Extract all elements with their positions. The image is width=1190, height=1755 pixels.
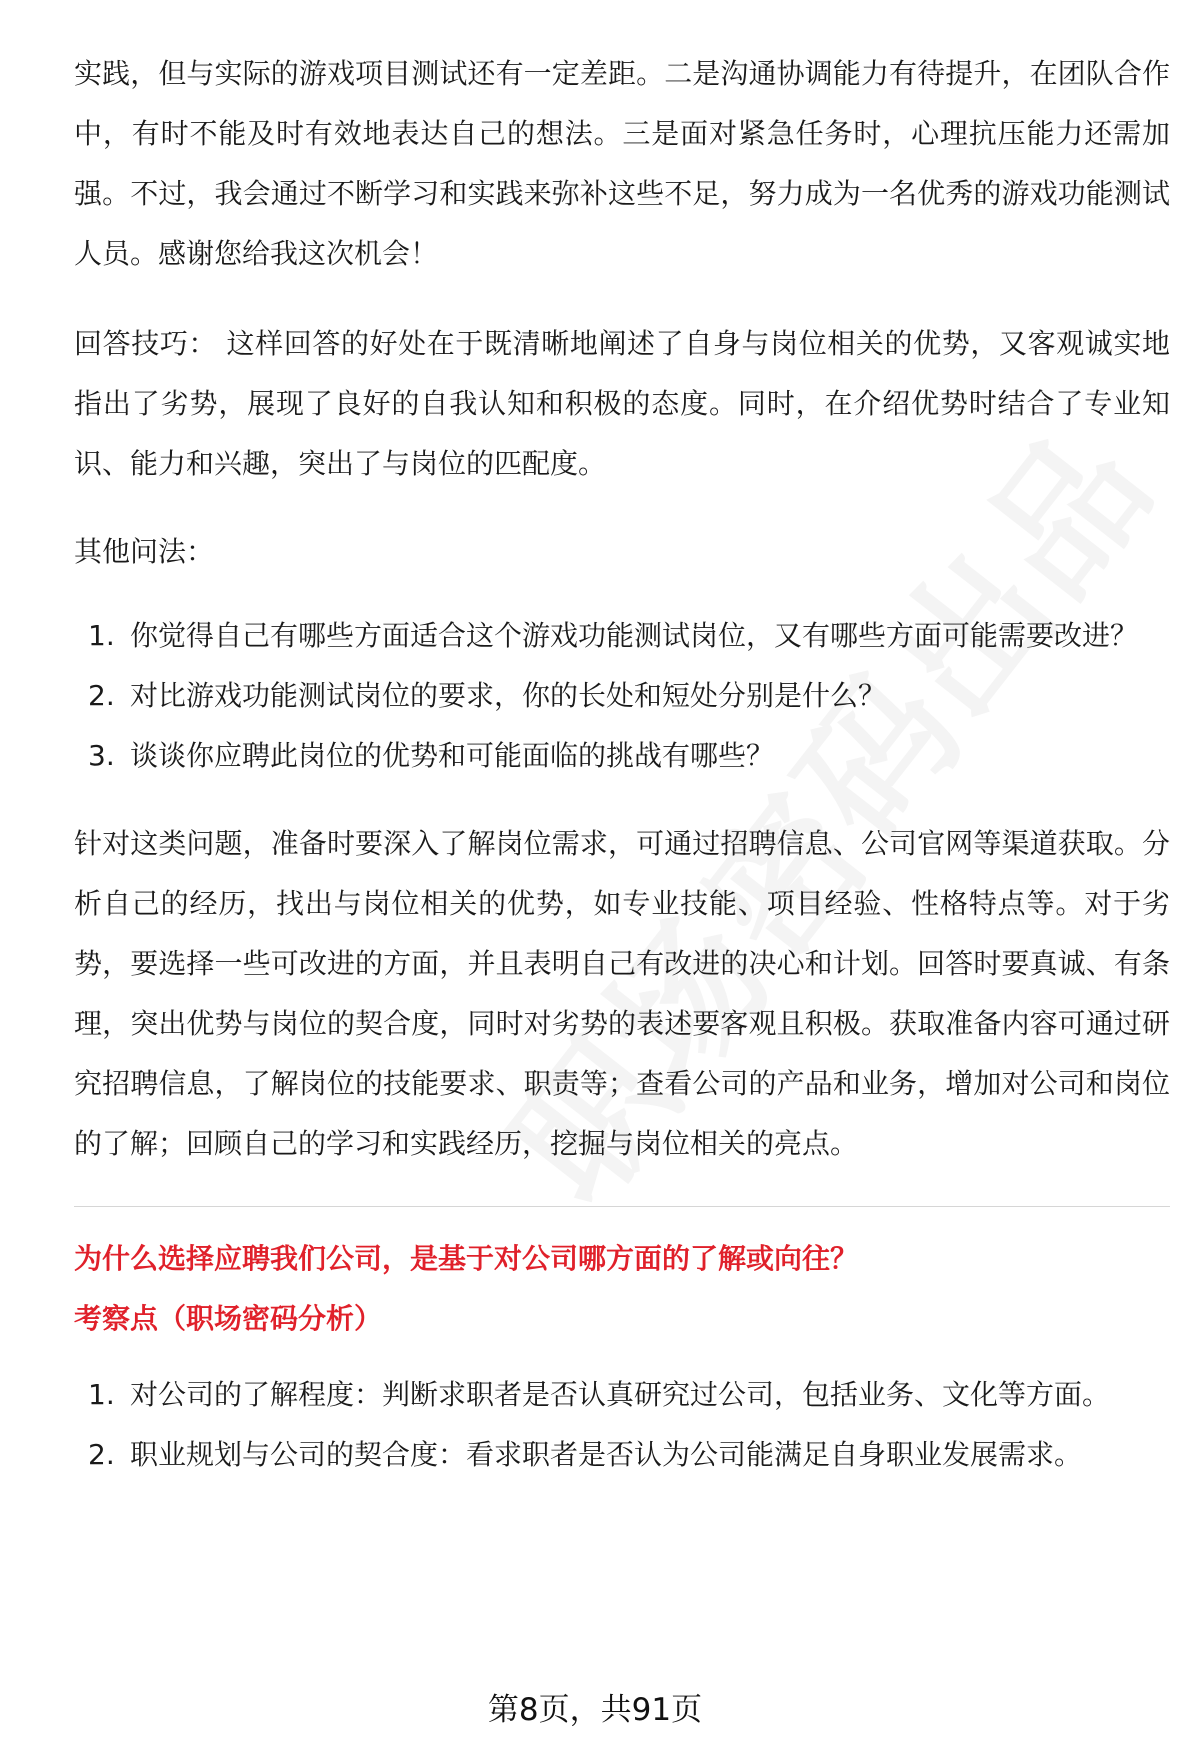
list-item-number: 3. bbox=[88, 739, 115, 772]
list-item-text: 职业规划与公司的契合度：看求职者是否认为公司能满足自身职业发展需求。 bbox=[130, 1438, 1083, 1471]
page-number-footer: 第8页，共91页 bbox=[487, 1692, 703, 1728]
assessment-points-heading: 考察点（职场密码分析） bbox=[74, 1302, 383, 1335]
question-heading: 为什么选择应聘我们公司，是基于对公司哪方面的了解或向往？ bbox=[74, 1242, 859, 1275]
preparation-advice-paragraph: 针对这类问题，准备时要深入了解岗位需求，可通过招聘信息、公司官网等渠道获取。分析自己的经历，找出与岗位相关的优势，如专业技能、项目经验、性格特点等。对于劣势，要选择一些可改进的方面，并且表明自己有改进的决心和计划。回答时要真诚、有条理，突出优势与岗位的契合度，同时对劣势的表述要客观且积极。获取准备内容可通过研究招聘信息，了解岗位的技能要求、职责等；查看公司的产品和业务，增加对公司和岗位的了解；回顾自己的学习和实践经历，挖掘与岗位相关的亮点。 bbox=[74, 827, 1170, 1160]
list-item-text: 谈谈你应聘此岗位的优势和可能面临的挑战有哪些？ bbox=[130, 739, 775, 772]
list-item-text: 对比游戏功能测试岗位的要求，你的长处和短处分别是什么？ bbox=[130, 679, 887, 712]
list-item-number: 1. bbox=[88, 619, 115, 652]
list-item-text: 你觉得自己有哪些方面适合这个游戏功能测试岗位，又有哪些方面可能需要改进？ bbox=[130, 619, 1139, 652]
other-questions-list bbox=[74, 606, 1170, 786]
list-item bbox=[74, 726, 1170, 786]
list-item bbox=[74, 666, 1170, 726]
list-item bbox=[74, 1365, 1170, 1425]
list-item bbox=[74, 1425, 1170, 1485]
section-divider bbox=[74, 1206, 1170, 1207]
assessment-points-list bbox=[74, 1365, 1170, 1485]
list-item-text: 对公司的了解程度：判断求职者是否认真研究过公司，包括业务、文化等方面。 bbox=[130, 1378, 1111, 1411]
list-item bbox=[74, 606, 1170, 666]
answer-tips-paragraph: 回答技巧： 这样回答的好处在于既清晰地阐述了自身与岗位相关的优势，又客观诚实地指出了劣势，展现了良好的自我认知和积极的态度。同时，在介绍优势时结合了专业知识、能力和兴趣，突出了与岗位的匹配度。 bbox=[74, 327, 1170, 480]
list-item-number: 2. bbox=[88, 679, 115, 712]
list-item-number: 1. bbox=[88, 1378, 115, 1411]
document-body bbox=[74, 44, 1170, 1513]
other-questions-label: 其他问法： bbox=[74, 535, 215, 568]
intro-tail-paragraph: 实践，但与实际的游戏项目测试还有一定差距。二是沟通协调能力有待提升，在团队合作中，有时不能及时有效地表达自己的想法。三是面对紧急任务时，心理抗压能力还需加强。不过，我会通过不断学习和实践来弥补这些不足，努力成为一名优秀的游戏功能测试人员。感谢您给我这次机会！ bbox=[74, 57, 1170, 270]
list-item-number: 2. bbox=[88, 1438, 115, 1471]
